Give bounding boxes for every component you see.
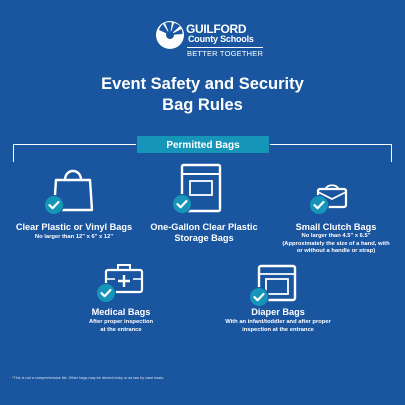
title-line2: Bag Rules — [162, 96, 243, 114]
logo-tagline: BETTER TOGETHER — [187, 49, 264, 58]
check-icon — [172, 194, 192, 214]
title-line1: Event Safety and Security — [101, 75, 304, 93]
bag-detail-clutch-line3: or without a handle or strap) — [296, 248, 376, 254]
footnote: *This is not a comprehensive list. Other bags may be denied entry or as law by case basis. — [12, 376, 165, 380]
bag-detail-diaper-line1: With an infant/toddler and after proper — [225, 319, 331, 325]
bag-detail-clutch-line2: (Approximately the size of a hand, with — [282, 240, 390, 247]
logo-sunburst-icon — [155, 20, 185, 50]
bag-name-storage-line1: One-Gallon Clear Plastic — [150, 222, 258, 232]
bag-detail-medical-line1: After proper inspection — [88, 319, 154, 325]
permitted-bags-badge: Permitted Bags — [136, 135, 270, 154]
bag-detail-medical-line2: at the entrance — [100, 326, 142, 333]
bag-detail-clear-plastic: No larger than 12" x 6" x 12" — [34, 234, 114, 240]
bag-detail-diaper-line2: inspection at the entrance — [242, 326, 314, 333]
logo-name-line1: GUILFORD — [186, 22, 247, 36]
check-icon — [44, 195, 64, 215]
bag-name-clear-plastic: Clear Plastic or Vinyl Bags — [15, 222, 133, 232]
bag-detail-clutch-line1: No larger than 4.5" x 6.5" — [301, 233, 371, 239]
check-icon — [249, 287, 269, 307]
bag-name-medical: Medical Bags — [91, 307, 151, 317]
page-title — [0, 74, 405, 116]
bag-name-storage-line2: Storage Bags — [174, 233, 234, 243]
check-icon — [309, 195, 329, 215]
bag-name-diaper: Diaper Bags — [251, 307, 305, 317]
check-icon — [96, 283, 116, 303]
bag-name-clutch: Small Clutch Bags — [295, 222, 377, 232]
logo-name-line2: County Schools — [188, 34, 254, 44]
